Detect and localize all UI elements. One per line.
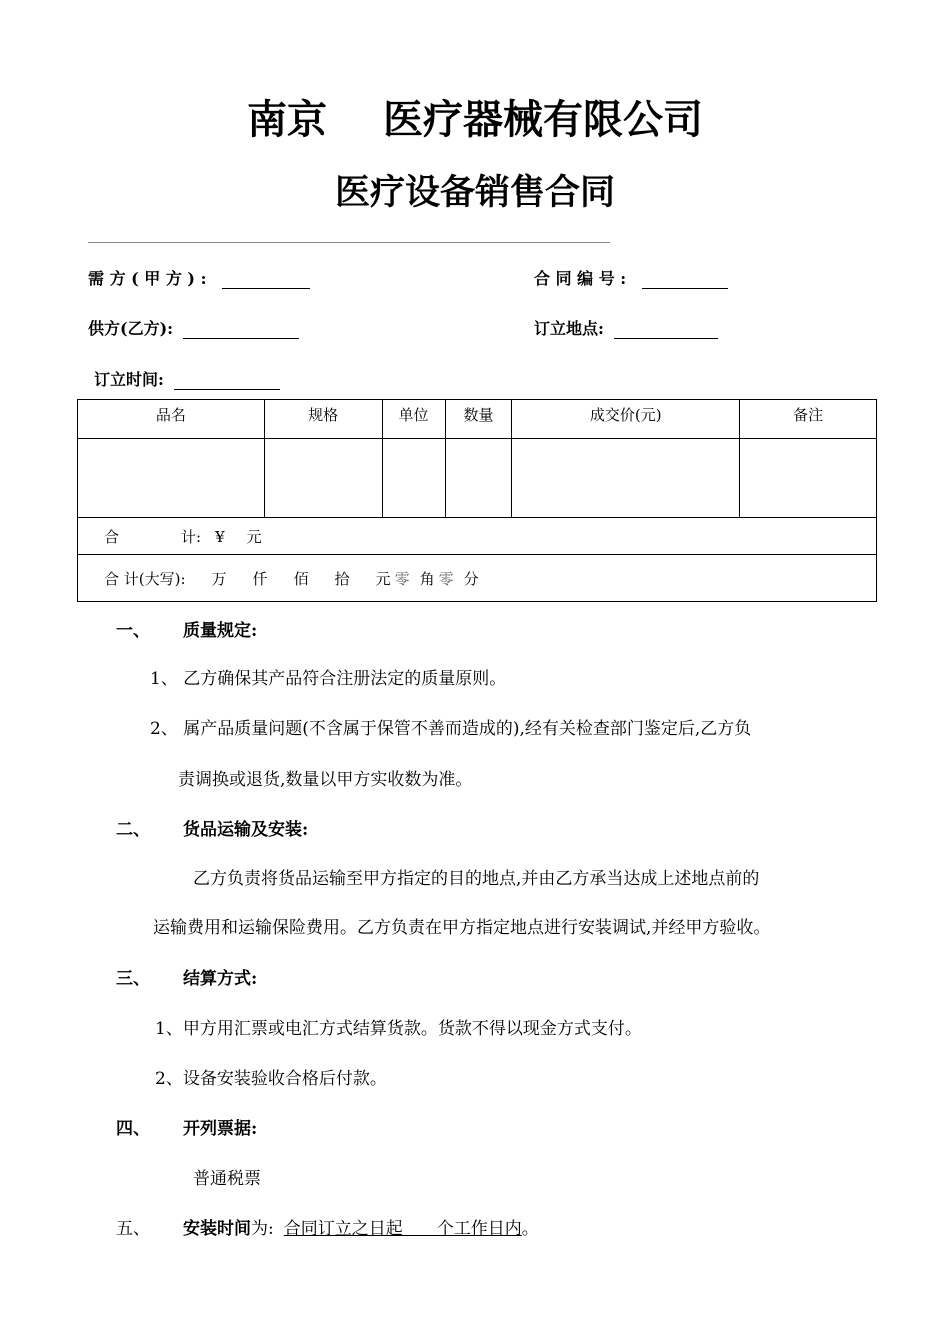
contract-no-label: 合 同 编 号 : bbox=[534, 269, 627, 288]
buyer-field bbox=[88, 266, 310, 289]
total-cn-cell bbox=[78, 555, 877, 602]
section-5-for: 为: bbox=[251, 1219, 274, 1239]
place-input[interactable] bbox=[614, 320, 718, 339]
total-row bbox=[78, 518, 877, 555]
col-header-remark: 备注 bbox=[740, 400, 877, 439]
col-header-name: 品名 bbox=[78, 400, 265, 439]
table-header-row bbox=[78, 400, 877, 439]
section-2-title: 货品运输及安装: bbox=[183, 820, 309, 840]
section-1-item-1: 1、 乙方确保其产品符合注册法定的质量原则。 bbox=[150, 669, 507, 689]
cn-unit: 拾 bbox=[334, 569, 350, 588]
company-city: 南京 bbox=[247, 97, 327, 143]
section-2-num: 二、 bbox=[116, 820, 150, 840]
buyer-label: 需 方 ( 甲 方 ) : bbox=[88, 269, 207, 288]
section-5-line bbox=[183, 1214, 539, 1239]
cn-unit: 万 bbox=[211, 569, 227, 588]
total-unit: 元 bbox=[246, 527, 262, 546]
section-3-item-1: 1、甲方用汇票或电汇方式结算货款。货款不得以现金方式支付。 bbox=[155, 1019, 642, 1039]
section-3-title: 结算方式: bbox=[183, 969, 258, 989]
cell-price[interactable] bbox=[512, 439, 740, 518]
section-4-num: 四、 bbox=[116, 1119, 150, 1139]
section-5-end: 。 bbox=[521, 1219, 539, 1239]
goods-table bbox=[77, 399, 877, 602]
cell-unit[interactable] bbox=[382, 439, 445, 518]
cell-qty[interactable] bbox=[445, 439, 512, 518]
company-name bbox=[0, 88, 950, 145]
total-label-2: 计: bbox=[181, 527, 202, 546]
cn-unit: 角 bbox=[419, 569, 435, 588]
contract-no-field bbox=[534, 266, 728, 289]
total-cn-row bbox=[78, 555, 877, 602]
section-2-line-2: 运输费用和运输保险费用。乙方负责在甲方指定地点进行安装调试,并经甲方验收。 bbox=[153, 918, 771, 938]
cn-unit: 佰 bbox=[293, 569, 309, 588]
cell-spec[interactable] bbox=[264, 439, 382, 518]
cn-unit: 零 bbox=[394, 569, 410, 588]
date-label: 订立时间: bbox=[94, 370, 164, 389]
section-1-title: 质量规定: bbox=[183, 621, 258, 641]
total-cn-label: 合 计(大写): bbox=[104, 569, 186, 588]
cell-name[interactable] bbox=[78, 439, 265, 518]
col-header-unit: 单位 bbox=[382, 400, 445, 439]
install-time-value[interactable]: 合同订立之日起 个工作日内 bbox=[283, 1219, 522, 1239]
section-4-title: 开列票据: bbox=[183, 1119, 258, 1139]
currency-symbol: ¥ bbox=[215, 527, 225, 546]
date-field bbox=[94, 367, 280, 390]
seller-field bbox=[88, 316, 299, 339]
section-5-title: 安装时间 bbox=[183, 1219, 251, 1239]
cell-remark[interactable] bbox=[740, 439, 877, 518]
cn-unit: 分 bbox=[463, 569, 479, 588]
buyer-input[interactable] bbox=[222, 270, 310, 289]
section-3-num: 三、 bbox=[116, 969, 150, 989]
section-1-item-2-cont: 责调换或退货,数量以甲方实收数为准。 bbox=[178, 770, 473, 790]
col-header-price: 成交价(元) bbox=[512, 400, 740, 439]
seller-input[interactable] bbox=[183, 320, 299, 339]
section-4-text: 普通税票 bbox=[193, 1169, 261, 1189]
col-header-spec: 规格 bbox=[264, 400, 382, 439]
section-3-item-2: 2、设备安装验收合格后付款。 bbox=[155, 1069, 387, 1089]
table-row bbox=[78, 439, 877, 518]
section-1-item-2: 2、 属产品质量问题(不含属于保管不善而造成的),经有关检查部门鉴定后,乙方负 bbox=[150, 719, 752, 739]
cn-unit: 零 bbox=[438, 569, 454, 588]
total-cell bbox=[78, 518, 877, 555]
section-2-line-1: 乙方负责将货品运输至甲方指定的目的地点,并由乙方承当达成上述地点前的 bbox=[193, 869, 760, 889]
col-header-qty: 数量 bbox=[445, 400, 512, 439]
total-label: 合 bbox=[104, 527, 120, 546]
header-divider bbox=[88, 242, 610, 243]
place-field bbox=[534, 316, 718, 339]
date-input[interactable] bbox=[174, 371, 280, 390]
place-label: 订立地点: bbox=[534, 319, 604, 338]
section-1-num: 一、 bbox=[116, 621, 150, 641]
section-5-num: 五、 bbox=[116, 1219, 150, 1239]
seller-label: 供方(乙方): bbox=[88, 319, 174, 338]
cn-unit: 仟 bbox=[252, 569, 268, 588]
document-title: 医疗设备销售合同 bbox=[334, 173, 615, 213]
company-name-rest: 医疗器械有限公司 bbox=[383, 97, 703, 143]
cn-unit: 元 bbox=[375, 569, 391, 588]
contract-no-input[interactable] bbox=[642, 270, 728, 289]
